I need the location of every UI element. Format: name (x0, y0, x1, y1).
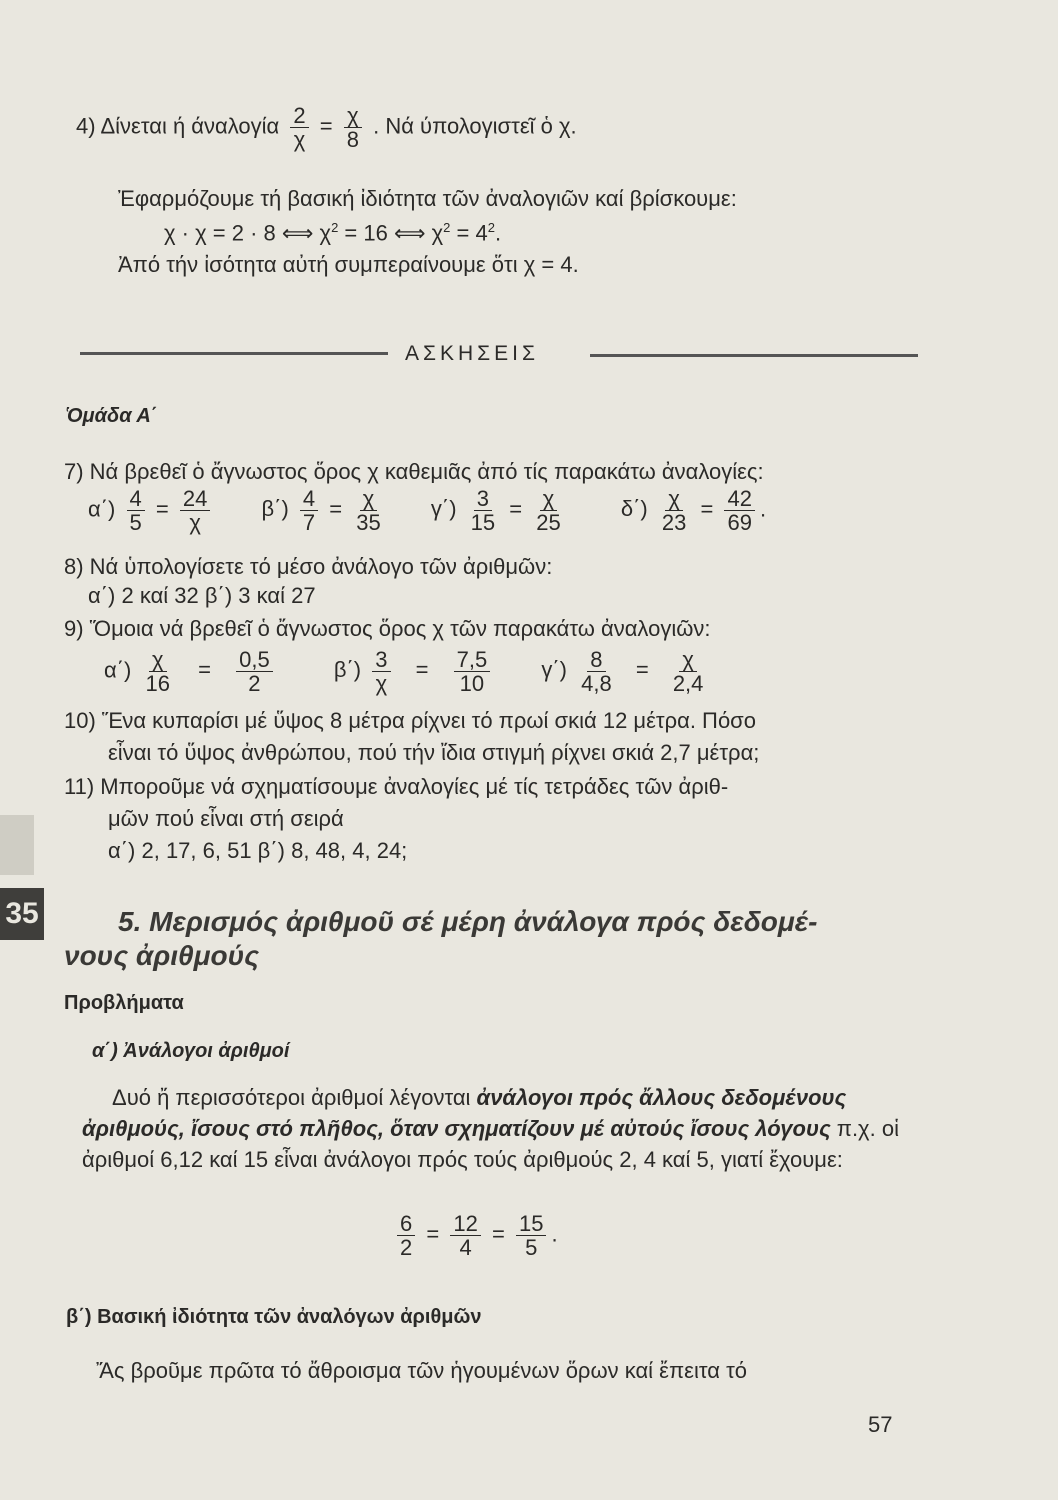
edge-tab-faint (0, 815, 34, 875)
exercise-11-line1: 11) Μποροῦμε νά σχηματίσουμε ἀναλογίες μέ τίς τετράδες τῶν ἀριθ- (64, 774, 729, 799)
exercise-8-items: α΄) 2 καί 32 β΄) 3 καί 27 (88, 583, 316, 608)
example-4-line3: Ἀπό τήν ἰσότητα αὐτή συμπεραίνουμε ὅτι χ = 4. (118, 252, 579, 277)
example-4-line2: χ · χ = 2 · 8 ⟺ $\chi^2 = 16$ ⟺ $\chi^2 = 4^2$. (164, 220, 502, 246)
problems-heading: Προβλήματα (64, 992, 184, 1014)
exercise-11-line3: α΄) 2, 17, 6, 51 β΄) 8, 48, 4, 24; (108, 838, 408, 863)
fraction: $\frac{2}{\chi}$ (290, 104, 308, 151)
example-4-line1: Ἐφαρμόζουμε τή βασική ἰδιότητα τῶν ἀναλογιῶν καί βρίσκουμε: (118, 186, 737, 211)
subheading-a: α΄) Ἀνάλογοι ἀριθμοί (92, 1040, 290, 1062)
section-title-line2: νους ἀριθμούς (64, 940, 260, 971)
definition-paragraph: Δυό ἤ περισσότεροι ἀριθμοί λέγονται ἀνάλογοι πρός ἄλλους δεδομένους ἀριθμούς, ἴσους στό πλῆθος, ὅταν σχηματίζουν μέ αὐτούς ἴσους λόγους π.χ. οἱ ἀριθμοί 6,12 καί 15 εἶναι ἀνάλογοι πρός τούς ἀριθμούς 2, 4 καί 5, γιατί ἔχουμε: (82, 1085, 899, 1172)
divider-right (590, 354, 918, 357)
example-4-statement: 4) Δίνεται ή άναλογία $\frac{2}{\chi}$ = $\frac{\chi}{8}$ . Νά ύπολογιστεῖ ὁ χ. (76, 103, 577, 153)
exercises-heading: ΑΣΚΗΣΕΙΣ (405, 342, 539, 365)
exercise-9-items: α΄) $\frac{\chi}{16}$ = $\frac{0,5}{2}$ β΄) $\frac{3}{\chi}$ = $\frac{7,5}{10}$ γ΄) $\frac{8}{4,8}$ = $\frac{\chi}{2,4}$ (104, 647, 704, 697)
exercise-7-text: 7) Νά βρεθεῖ ὁ ἄγνωστος ὅρος χ καθεμιᾶς ἀπό τίς παρακάτω ἀναλογίες: (64, 459, 764, 484)
subheading-b: β΄) Βασική ἰδιότητα τῶν ἀναλόγων ἀριθμῶν (66, 1306, 482, 1328)
section-tab: 35 (0, 888, 44, 940)
exercise-8-text: 8) Νά ὑπολογίσετε τό μέσο ἀνάλογο τῶν ἀριθμῶν: (64, 554, 553, 579)
last-line: Ἄς βροῦμε πρῶτα τό ἄθροισμα τῶν ἡγουμένων ὅρων καί ἔπειτα τό (96, 1358, 747, 1383)
exercise-10-line2: εἶναι τό ὕψος ἀνθρώπου, πού τήν ἴδια στιγμή ρίχνει σκιά 2,7 μέτρα; (108, 740, 760, 765)
group-label: Ὁμάδα Α΄ (66, 405, 158, 427)
exercise-11-line2: μῶν πού εἶναι στή σειρά (108, 806, 344, 831)
fraction: $\frac{\chi}{8}$ (344, 104, 362, 151)
exercise-9-text: 9) Ὅμοια νά βρεθεῖ ὁ ἄγνωστος ὅρος χ τῶν παρακάτω ἀναλογιῶν: (64, 616, 711, 641)
exercise-10-line1: 10) Ἕνα κυπαρίσι μέ ὕψος 8 μέτρα ρίχνει τό πρωί σκιά 12 μέτρα. Πόσο (64, 708, 756, 733)
divider-left (80, 352, 388, 355)
page-number: 57 (868, 1412, 893, 1437)
ratio-equation: $\frac{6}{2}$ = $\frac{12}{4}$ = $\frac{15}{5}$ . (392, 1212, 558, 1259)
example-4-label: 4) Δίνεται ή άναλογία (76, 113, 280, 139)
section-title-line1: 5. Μερισμός ἀριθμοῦ σέ μέρη ἀνάλογα πρός δεδομέ- (118, 906, 818, 937)
exercise-7-items: α΄) $\frac{4}{5}$ = $\frac{24}{\chi}$ β΄) $\frac{4}{7}$ = $\frac{\chi}{35}$ γ΄) $\frac{3}{15}$ = $\frac{\chi}{25}$ δ΄) $\frac{\chi}{23}$ = $\frac{42}{69}$ . (88, 486, 767, 536)
